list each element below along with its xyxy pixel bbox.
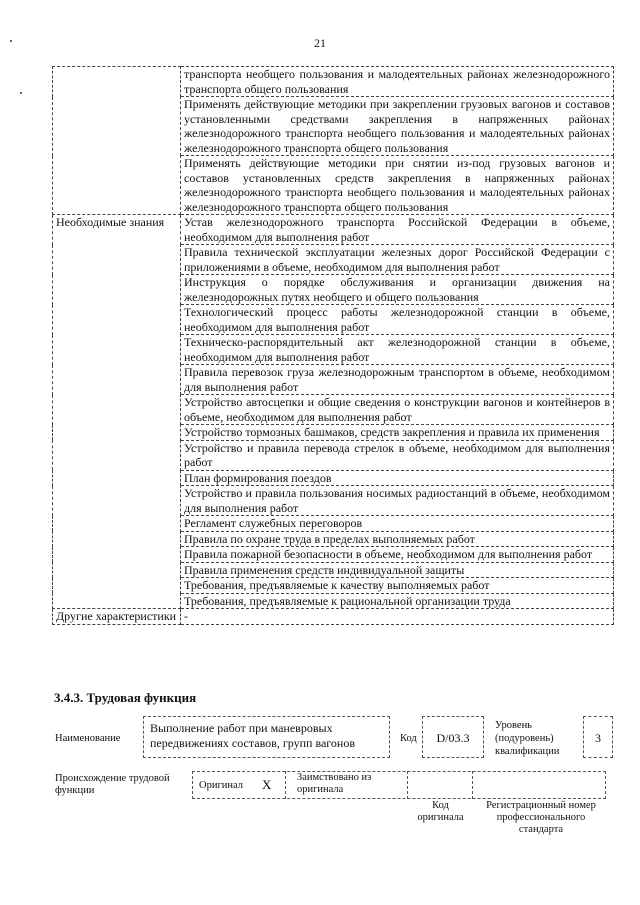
scan-dot: [20, 92, 22, 94]
level-value: 3: [595, 731, 601, 745]
row-item: Инструкция о порядке обслуживания и организации движения на железнодорожных путях необщего и общего пользования: [181, 275, 614, 305]
reg-number-caption: Регистрационный номер профессионального стандарта: [486, 800, 596, 835]
row-item: Правила по охране труда в пределах выполняемых работ: [181, 531, 614, 547]
row-item: Технологический процесс работы железнодорожной станции в объеме, необходимом для выполнения работ: [181, 305, 614, 335]
row-item: Правила технической эксплуатации железных дорог Российской Федерации с приложениями в объеме, необходимом для выполнения работ: [181, 245, 614, 275]
original-mark: X: [262, 777, 272, 792]
row-item: Правила применения средств индивидуальной защиты: [181, 562, 614, 578]
row-item: Требования, предъявляемые к рациональной организации труда: [181, 593, 614, 609]
name-label: Наименование: [55, 733, 121, 744]
code-value: D/03.3: [436, 731, 470, 745]
code-label: Код: [400, 733, 417, 744]
row-item: Устав железнодорожного транспорта Российской Федерации в объеме, необходимом для выполнения работ: [181, 215, 614, 245]
scan-dot: [10, 40, 12, 42]
original-label: Оригинал: [199, 780, 243, 791]
row-item: Применять действующие методики при снятии из-под грузовых вагонов и составов установленных средств закрепления в напряженных районах железнодорожного транспорта необщего пользования и малодеятельных районах железнодорожного транспорта общего пользования: [181, 156, 614, 215]
table-row: [53, 609, 614, 625]
row-item: Устройство и правила пользования носимых радиостанций в объеме, необходимом для выполнения работ: [181, 486, 614, 516]
origin-label: Происхождение трудовой функции: [55, 773, 170, 796]
row-item: План формирования поездов: [181, 470, 614, 486]
row-label: Необходимые знания: [53, 215, 181, 609]
row-item: транспорта необщего пользования и малодеятельных районах железнодорожного транспорта общего пользования: [181, 67, 614, 97]
row-item: Устройство автосцепки и общие сведения о конструкции вагонов и контейнеров в объеме, необходимом для выполнения работ: [181, 395, 614, 425]
row-item: Правила перевозок груза железнодорожным транспортом в объеме, необходимом для выполнения работ: [181, 365, 614, 395]
code-original-caption: Код оригинала: [417, 800, 464, 823]
table-row: [53, 67, 614, 97]
row-item: Требования, предъявляемые к качеству выполняемых работ: [181, 578, 614, 594]
competency-table: [52, 66, 614, 625]
section-title: 3.4.3. Трудовая функция: [54, 690, 197, 705]
row-item: Правила пожарной безопасности в объеме, необходимом для выполнения работ: [181, 547, 614, 563]
table-row: [53, 215, 614, 245]
row-item: Регламент служебных переговоров: [181, 516, 614, 532]
row-item: Применять действующие методики при закреплении грузовых вагонов и составов установленными средствами закрепления в напряженных районах железнодорожного транспорта необщего пользования и малодеятельных районах железнодорожного транспорта общего пользования: [181, 97, 614, 156]
level-label: Уровень (подуровень) квалификации: [495, 720, 560, 757]
row-label: [53, 67, 181, 215]
row-item: Устройство и правила перевода стрелок в объеме, необходимом для выполнения работ: [181, 440, 614, 470]
borrowed-label: Заимствовано из оригинала: [297, 772, 372, 795]
code-original-cell: [408, 771, 473, 799]
row-label: Другие характеристики: [53, 609, 181, 625]
competency-table-body: [53, 67, 614, 625]
row-item: Устройство тормозных башмаков, средств закрепления и правила их применения: [181, 425, 614, 441]
row-item: -: [181, 609, 614, 625]
row-item: Техническо-распорядительный акт железнодорожной станции в объеме, необходимом для выполнения работ: [181, 335, 614, 365]
name-value: Выполнение работ при маневровых передвижениях составов, групп вагонов: [150, 721, 356, 750]
page-number: 21: [314, 36, 326, 50]
